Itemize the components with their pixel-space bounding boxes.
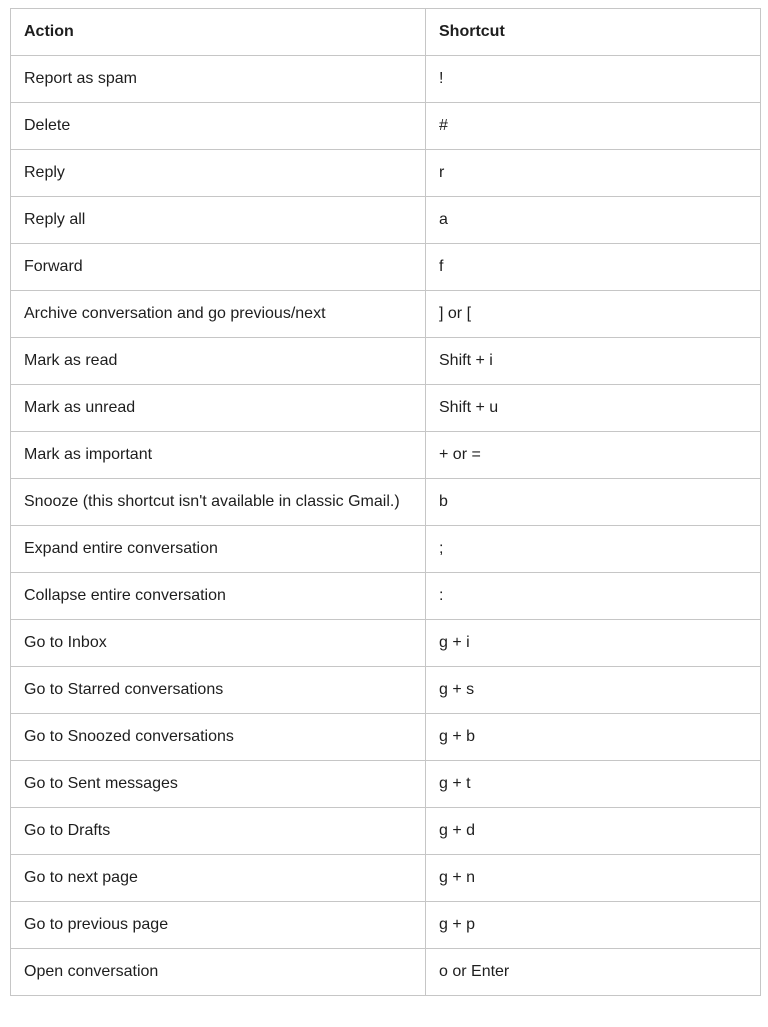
shortcut-cell: Shift + u bbox=[426, 385, 761, 432]
shortcut-cell: : bbox=[426, 573, 761, 620]
shortcut-cell: g + n bbox=[426, 855, 761, 902]
action-cell: Collapse entire conversation bbox=[11, 573, 426, 620]
table-row bbox=[11, 808, 761, 855]
action-cell: Reply bbox=[11, 150, 426, 197]
shortcut-column-header: Shortcut bbox=[426, 9, 761, 56]
action-cell: Report as spam bbox=[11, 56, 426, 103]
action-cell: Go to Starred conversations bbox=[11, 667, 426, 714]
table-row bbox=[11, 103, 761, 150]
action-cell: Mark as unread bbox=[11, 385, 426, 432]
shortcut-cell: o or Enter bbox=[426, 949, 761, 996]
shortcut-cell: g + i bbox=[426, 620, 761, 667]
shortcut-cell: ; bbox=[426, 526, 761, 573]
table-row bbox=[11, 197, 761, 244]
table-row bbox=[11, 714, 761, 761]
table-row bbox=[11, 620, 761, 667]
shortcut-cell: + or = bbox=[426, 432, 761, 479]
shortcut-cell: a bbox=[426, 197, 761, 244]
table-row bbox=[11, 479, 761, 526]
shortcut-cell: f bbox=[426, 244, 761, 291]
shortcut-cell: g + t bbox=[426, 761, 761, 808]
shortcut-cell: b bbox=[426, 479, 761, 526]
action-cell: Archive conversation and go previous/next bbox=[11, 291, 426, 338]
table-row bbox=[11, 526, 761, 573]
action-cell: Expand entire conversation bbox=[11, 526, 426, 573]
shortcut-cell: g + b bbox=[426, 714, 761, 761]
shortcut-cell: g + d bbox=[426, 808, 761, 855]
action-cell: Go to Sent messages bbox=[11, 761, 426, 808]
action-cell: Go to Snoozed conversations bbox=[11, 714, 426, 761]
table-row bbox=[11, 244, 761, 291]
shortcut-cell: ! bbox=[426, 56, 761, 103]
table-row bbox=[11, 761, 761, 808]
shortcut-cell: # bbox=[426, 103, 761, 150]
action-cell: Go to next page bbox=[11, 855, 426, 902]
table-row bbox=[11, 150, 761, 197]
table-row bbox=[11, 902, 761, 949]
table-row bbox=[11, 56, 761, 103]
table-row bbox=[11, 432, 761, 479]
action-cell: Forward bbox=[11, 244, 426, 291]
table-header-row bbox=[11, 9, 761, 56]
action-column-header: Action bbox=[11, 9, 426, 56]
table-row bbox=[11, 855, 761, 902]
action-cell: Mark as important bbox=[11, 432, 426, 479]
action-cell: Mark as read bbox=[11, 338, 426, 385]
action-cell: Open conversation bbox=[11, 949, 426, 996]
table-row bbox=[11, 667, 761, 714]
table-row bbox=[11, 949, 761, 996]
table-row bbox=[11, 573, 761, 620]
table-row bbox=[11, 385, 761, 432]
table-row bbox=[11, 338, 761, 385]
action-cell: Go to previous page bbox=[11, 902, 426, 949]
shortcut-cell: ] or [ bbox=[426, 291, 761, 338]
shortcut-cell: g + s bbox=[426, 667, 761, 714]
shortcut-cell: r bbox=[426, 150, 761, 197]
shortcuts-table bbox=[10, 8, 761, 996]
action-cell: Reply all bbox=[11, 197, 426, 244]
table-row bbox=[11, 291, 761, 338]
shortcut-cell: Shift + i bbox=[426, 338, 761, 385]
action-cell: Snooze (this shortcut isn't available in classic Gmail.) bbox=[11, 479, 426, 526]
action-cell: Go to Drafts bbox=[11, 808, 426, 855]
action-cell: Delete bbox=[11, 103, 426, 150]
table-body bbox=[11, 56, 761, 996]
shortcut-cell: g + p bbox=[426, 902, 761, 949]
action-cell: Go to Inbox bbox=[11, 620, 426, 667]
